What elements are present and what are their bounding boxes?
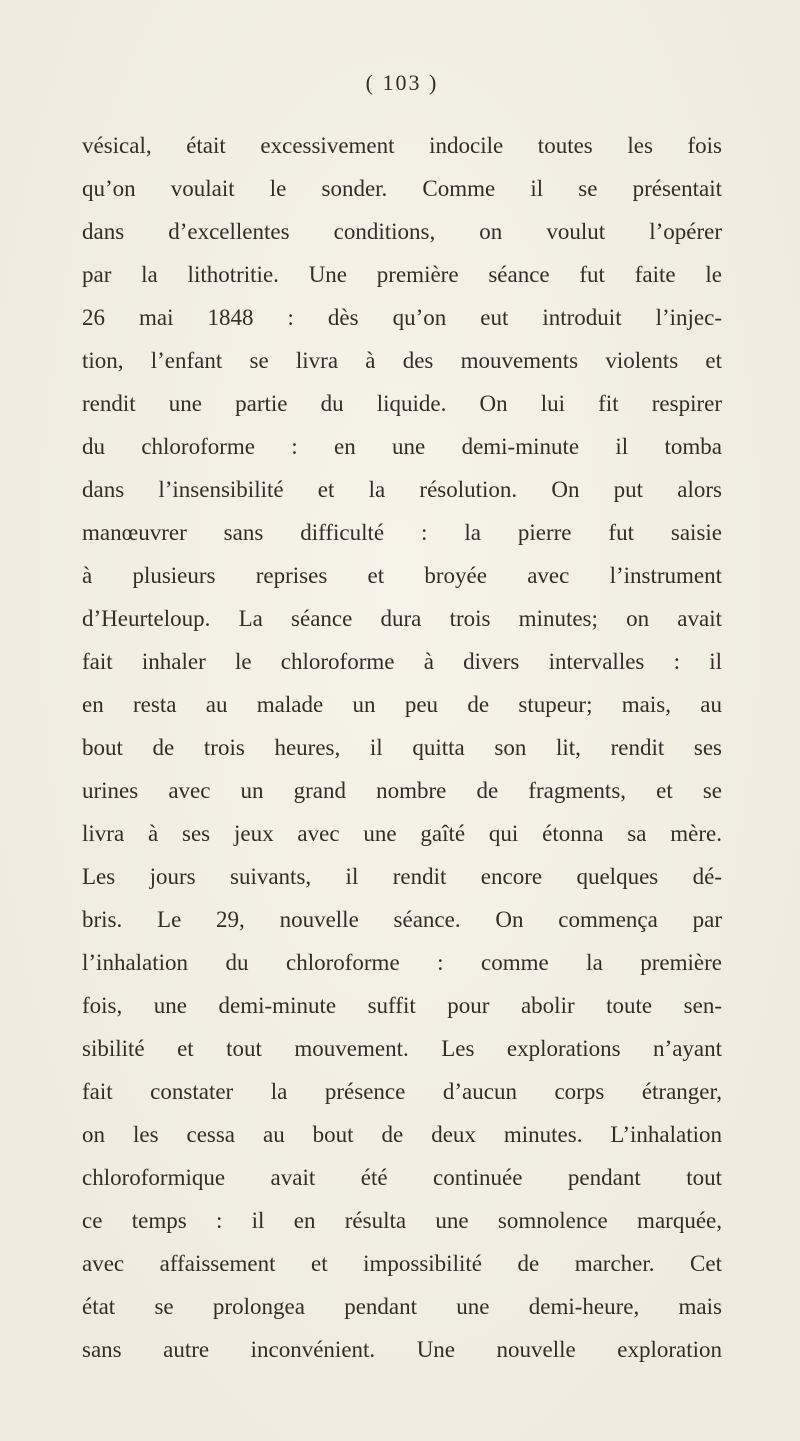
text-line: ce temps : il en résulta une somnolence marquée, (82, 1208, 722, 1233)
text-line: bris. Le 29, nouvelle séance. On commença par (82, 907, 722, 932)
text-line: manœuvrer sans difficulté : la pierre fut saisie (82, 520, 722, 545)
text-line: du chloroforme : en une demi-minute il tomba (82, 434, 722, 459)
text-line: dans l’insensibilité et la résolution. On put alors (82, 477, 722, 502)
text-line: par la lithotritie. Une première séance fut faite le (82, 262, 722, 287)
text-line: vésical, était excessivement indocile toutes les fois (82, 133, 722, 158)
text-line: 26 mai 1848 : dès qu’on eut introduit l’injec- (82, 305, 722, 330)
text-line: tion, l’enfant se livra à des mouvements violents et (82, 348, 722, 373)
text-line: bout de trois heures, il quitta son lit, rendit ses (82, 735, 722, 760)
text-line: rendit une partie du liquide. On lui fit respirer (82, 391, 722, 416)
text-line: dans d’excellentes conditions, on voulut l’opérer (82, 219, 722, 244)
text-line: en resta au malade un peu de stupeur; mais, au (82, 692, 722, 717)
text-line: fait inhaler le chloroforme à divers intervalles : il (82, 649, 722, 674)
text-line: qu’on voulait le sonder. Comme il se présentait (82, 176, 722, 201)
text-line: chloroformique avait été continuée pendant tout (82, 1165, 722, 1190)
text-line: fois, une demi-minute suffit pour abolir toute sen- (82, 993, 722, 1018)
page-number-header: ( 103 ) (365, 70, 439, 95)
text-line: d’Heurteloup. La séance dura trois minutes; on avait (82, 606, 722, 631)
text-line: livra à ses jeux avec une gaîté qui étonna sa mère. (82, 821, 722, 846)
text-line: l’inhalation du chloroforme : comme la première (82, 950, 722, 975)
text-line: état se prolongea pendant une demi-heure, mais (82, 1294, 722, 1319)
text-line: fait constater la présence d’aucun corps étranger, (82, 1079, 722, 1104)
text-line: urines avec un grand nombre de fragments, et se (82, 778, 722, 803)
text-line: à plusieurs reprises et broyée avec l’instrument (82, 563, 722, 588)
text-line: sans autre inconvénient. Une nouvelle exploration (82, 1337, 722, 1362)
text-line: avec affaissement et impossibilité de marcher. Cet (82, 1251, 722, 1276)
text-line: Les jours suivants, il rendit encore quelques dé- (82, 864, 722, 889)
text-line: on les cessa au bout de deux minutes. L’inhalation (82, 1122, 722, 1147)
text-line: sibilité et tout mouvement. Les explorations n’ayant (82, 1036, 722, 1061)
body-text-block (82, 124, 722, 1371)
